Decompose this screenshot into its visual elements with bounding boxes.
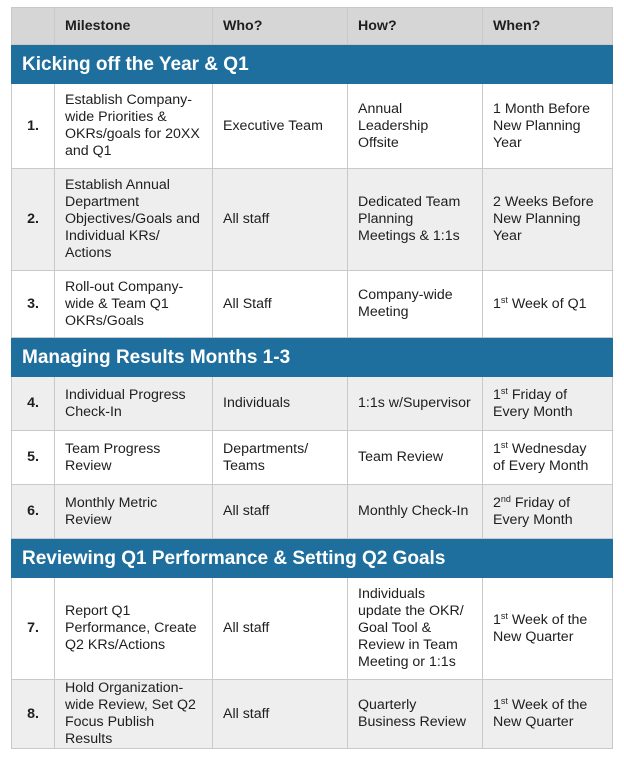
header-how: How? bbox=[348, 8, 483, 45]
how-cell: Individuals update the OKR/ Goal Tool & Review in Team Meeting or 1:1s bbox=[348, 578, 483, 680]
how-cell: 1:1s w/Supervisor bbox=[348, 377, 483, 431]
milestone-table-container bbox=[11, 7, 612, 749]
when-cell: 1st Week of the New Quarter bbox=[483, 578, 613, 680]
milestone-cell: Monthly Metric Review bbox=[55, 485, 213, 539]
milestone-cell: Report Q1 Performance, Create Q2 KRs/Actions bbox=[55, 578, 213, 680]
milestone-cell: Establish Annual Department Objectives/Goals and Individual KRs/ Actions bbox=[55, 169, 213, 271]
table-row bbox=[12, 578, 613, 680]
who-cell: All staff bbox=[213, 485, 348, 539]
who-cell: All Staff bbox=[213, 271, 348, 338]
header-milestone: Milestone bbox=[55, 8, 213, 45]
row-number: 5. bbox=[12, 431, 55, 485]
row-number: 7. bbox=[12, 578, 55, 680]
when-cell: 2nd Friday of Every Month bbox=[483, 485, 613, 539]
milestone-cell: Individual Progress Check-In bbox=[55, 377, 213, 431]
section-header bbox=[12, 539, 613, 578]
table-row bbox=[12, 485, 613, 539]
when-cell: 1st Wednesday of Every Month bbox=[483, 431, 613, 485]
row-number: 2. bbox=[12, 169, 55, 271]
when-cell: 2 Weeks Before New Planning Year bbox=[483, 169, 613, 271]
who-cell: All staff bbox=[213, 578, 348, 680]
header-who: Who? bbox=[213, 8, 348, 45]
when-cell: 1st Week of the New Quarter bbox=[483, 680, 613, 749]
who-cell: Executive Team bbox=[213, 84, 348, 169]
milestone-cell: Team Progress Review bbox=[55, 431, 213, 485]
milestone-table bbox=[11, 7, 613, 749]
section-title: Kicking off the Year & Q1 bbox=[12, 45, 613, 84]
how-cell: Dedicated Team Planning Meetings & 1:1s bbox=[348, 169, 483, 271]
header-when: When? bbox=[483, 8, 613, 45]
table-row bbox=[12, 377, 613, 431]
row-number: 6. bbox=[12, 485, 55, 539]
how-cell: Annual Leadership Offsite bbox=[348, 84, 483, 169]
when-cell: 1st Friday of Every Month bbox=[483, 377, 613, 431]
section-title: Reviewing Q1 Performance & Setting Q2 Goals bbox=[12, 539, 613, 578]
how-cell: Team Review bbox=[348, 431, 483, 485]
how-cell: Company-wide Meeting bbox=[348, 271, 483, 338]
milestone-cell: Establish Company-wide Priorities & OKRs/goals for 20XX and Q1 bbox=[55, 84, 213, 169]
milestone-cell: Hold Organization-wide Review, Set Q2 Focus Publish Results bbox=[55, 680, 213, 749]
table-row bbox=[12, 431, 613, 485]
when-cell: 1 Month Before New Planning Year bbox=[483, 84, 613, 169]
how-cell: Monthly Check-In bbox=[348, 485, 483, 539]
row-number: 3. bbox=[12, 271, 55, 338]
how-cell: Quarterly Business Review bbox=[348, 680, 483, 749]
when-cell: 1st Week of Q1 bbox=[483, 271, 613, 338]
who-cell: All staff bbox=[213, 169, 348, 271]
table-row bbox=[12, 84, 613, 169]
who-cell: Departments/ Teams bbox=[213, 431, 348, 485]
table-row bbox=[12, 271, 613, 338]
header-num bbox=[12, 8, 55, 45]
header-row bbox=[12, 8, 613, 45]
who-cell: Individuals bbox=[213, 377, 348, 431]
table-row bbox=[12, 680, 613, 749]
who-cell: All staff bbox=[213, 680, 348, 749]
row-number: 8. bbox=[12, 680, 55, 749]
milestone-cell: Roll-out Company-wide & Team Q1 OKRs/Goals bbox=[55, 271, 213, 338]
row-number: 1. bbox=[12, 84, 55, 169]
section-title: Managing Results Months 1-3 bbox=[12, 338, 613, 377]
section-header bbox=[12, 45, 613, 84]
row-number: 4. bbox=[12, 377, 55, 431]
section-header bbox=[12, 338, 613, 377]
table-row bbox=[12, 169, 613, 271]
